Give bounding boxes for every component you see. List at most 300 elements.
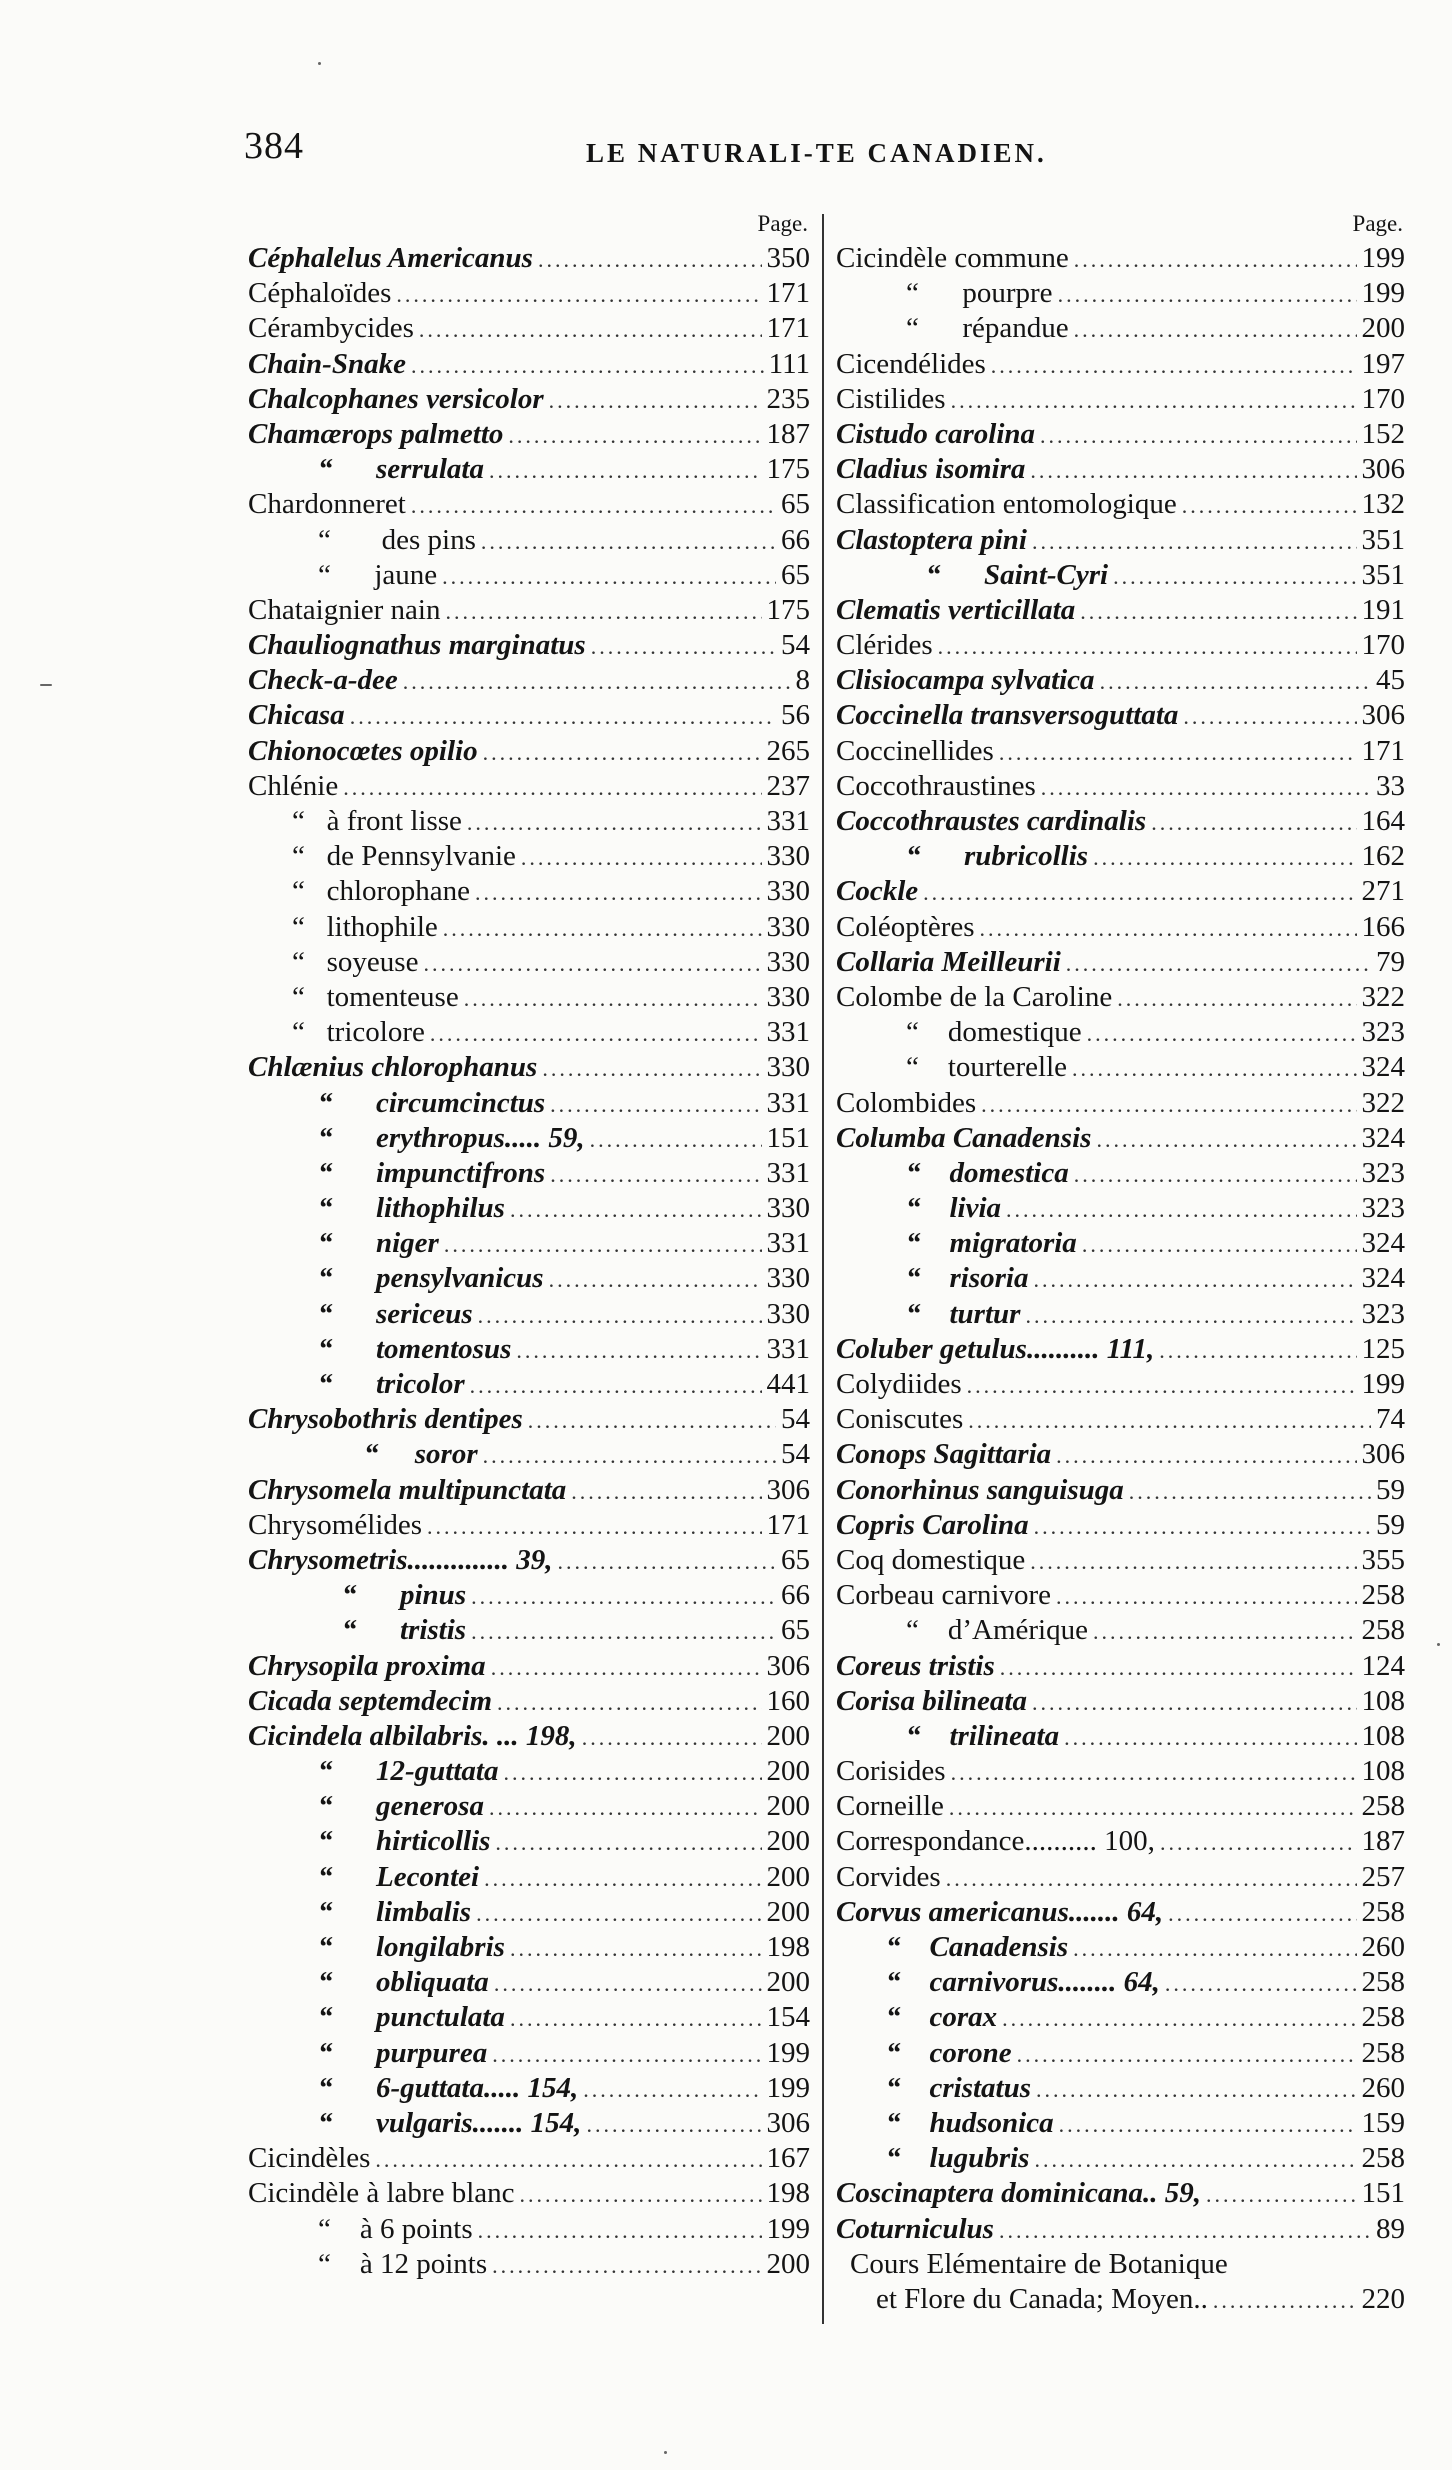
entry-pages: 151: [1361, 2177, 1405, 2210]
entry-pages: 152: [1361, 417, 1405, 450]
dot-leader: [484, 1861, 761, 1896]
entry-pages: 166: [1361, 910, 1405, 943]
dot-leader: [1082, 1227, 1357, 1262]
index-entry: [248, 1578, 810, 1613]
entry-label: “ tristis: [342, 1614, 467, 1647]
entry-label: “ Canadensis: [886, 1931, 1069, 1963]
index-entry: [248, 241, 810, 276]
index-entry: [836, 558, 1405, 593]
dot-leader: [591, 629, 776, 664]
entry-label: Coccothraustes cardinalis: [836, 805, 1147, 837]
index-entry: [248, 1086, 810, 1121]
entry-pages: 65: [781, 1543, 810, 1576]
entry-pages: 351: [1361, 558, 1405, 591]
index-entry: [248, 2176, 810, 2211]
dot-leader: [516, 1333, 761, 1368]
entry-label: “ livia: [906, 1192, 1002, 1225]
entry-label: Céphaloïdes: [248, 277, 392, 310]
entry-pages: 54: [781, 1438, 810, 1471]
dot-leader: [967, 1368, 1357, 1403]
dot-leader: [1182, 488, 1357, 523]
dot-leader: [483, 735, 762, 770]
entry-pages: 306: [766, 1473, 810, 1506]
dot-leader: [946, 1861, 1357, 1896]
dot-leader: [430, 1016, 762, 1051]
dot-leader: [1072, 1051, 1356, 1086]
entry-pages: 54: [781, 629, 810, 662]
index-entry: [248, 663, 810, 698]
index-entry: [248, 593, 810, 628]
dot-leader: [492, 2248, 761, 2283]
index-entry: [248, 910, 810, 945]
index-entry: [836, 628, 1405, 663]
entry-label: Chataignier nain: [248, 593, 441, 626]
entry-pages: 324: [1361, 1262, 1405, 1295]
entry-label: Clisiocampa sylvatica: [836, 664, 1095, 697]
dot-leader: [1030, 1544, 1356, 1579]
entry-pages: 164: [1361, 805, 1405, 837]
index-entry: [836, 980, 1405, 1015]
entry-label: “ répandue: [906, 312, 1069, 345]
entry-pages: 330: [766, 840, 810, 873]
entry-pages: 306: [1361, 453, 1405, 486]
dot-leader: [582, 1720, 762, 1755]
index-entry: [836, 417, 1405, 452]
entry-label: Correspondance.......... 100,: [836, 1825, 1155, 1858]
entry-label: Corvus americanus....... 64,: [836, 1895, 1164, 1928]
entry-label: “ generosa: [318, 1790, 484, 1823]
index-entry: [836, 1402, 1405, 1437]
entry-pages: 132: [1361, 488, 1405, 521]
index-entry: [836, 1719, 1405, 1754]
dot-leader: [445, 594, 761, 629]
dot-leader: [1032, 1685, 1357, 1720]
index-entry: [836, 1649, 1405, 1684]
entry-label: “ tomenteuse: [292, 980, 459, 1013]
dot-leader: [471, 1614, 776, 1649]
dot-leader: [980, 911, 1357, 946]
index-entry: [836, 2141, 1405, 2176]
entry-label: “ des pins: [318, 523, 476, 556]
index-entry: [248, 628, 810, 663]
dot-leader: [497, 1685, 761, 1720]
index-entry: [836, 1261, 1405, 1296]
entry-pages: 160: [766, 1684, 810, 1717]
entry-pages: 200: [766, 1860, 810, 1893]
entry-pages: 175: [766, 453, 810, 486]
index-entry: [836, 1367, 1405, 1402]
index-entry: [248, 1261, 810, 1296]
index-entry: [248, 1543, 810, 1578]
entry-pages: 258: [1361, 2036, 1405, 2069]
entry-pages: 66: [781, 523, 810, 556]
dot-leader: [1129, 1474, 1371, 1509]
entry-label: Chionocœtes opilio: [248, 734, 478, 767]
index-entry: [248, 452, 810, 487]
dot-leader: [419, 312, 762, 347]
index-entry: [248, 1367, 810, 1402]
entry-label: Columba Canadensis: [836, 1121, 1092, 1154]
index-entry: [836, 2176, 1405, 2211]
entry-label: Chauliognathus marginatus: [248, 629, 586, 662]
entry-label: et Flore du Canada; Moyen..: [876, 2282, 1208, 2315]
entry-label: Clematis verticillata: [836, 593, 1076, 626]
entry-label: Chain-Snake: [248, 347, 406, 380]
dot-leader: [1056, 1579, 1357, 1614]
entry-pages: 306: [766, 1649, 810, 1682]
index-entry: [836, 663, 1405, 698]
entry-pages: 170: [1361, 629, 1405, 662]
dot-leader: [1017, 2037, 1357, 2072]
index-entry: [836, 1050, 1405, 1085]
entry-pages: 159: [1361, 2106, 1405, 2139]
entry-label: Coreus tristis: [836, 1649, 995, 1682]
index-entry: [836, 311, 1405, 346]
dot-leader: [503, 1755, 761, 1790]
entry-pages: 323: [1361, 1156, 1405, 1189]
index-entry: [248, 2141, 810, 2176]
entry-pages: 45: [1376, 664, 1405, 697]
entry-pages: 200: [766, 2247, 810, 2280]
entry-pages: 191: [1361, 593, 1405, 626]
index-column-right: [836, 211, 1405, 2317]
dot-leader: [1058, 277, 1357, 312]
entry-pages: 199: [1361, 242, 1405, 274]
entry-pages: 54: [781, 1403, 810, 1436]
dot-leader: [1066, 946, 1371, 981]
entry-pages: 331: [766, 805, 810, 837]
entry-pages: 65: [781, 558, 810, 591]
entry-pages: 199: [766, 2212, 810, 2245]
dot-leader: [403, 664, 791, 699]
index-entry: [248, 1050, 810, 1085]
dot-leader: [1025, 1298, 1356, 1333]
dot-leader: [423, 946, 761, 981]
dot-leader: [1096, 1122, 1356, 1157]
dot-leader: [571, 1474, 761, 1509]
dot-leader: [1183, 699, 1356, 734]
index-entry: [836, 1121, 1405, 1156]
dot-leader: [1165, 1966, 1357, 2001]
index-entry: [248, 1649, 810, 1684]
entry-pages: 198: [766, 1931, 810, 1963]
index-entry: [836, 1930, 1405, 1965]
index-entry: [836, 804, 1405, 839]
entry-label: “ à front lisse: [292, 805, 462, 837]
entry-label: Coccinella transversoguttata: [836, 699, 1179, 732]
dot-leader: [968, 1403, 1371, 1438]
print-speck: [40, 684, 52, 686]
dot-leader: [442, 559, 776, 594]
print-speck: [318, 62, 321, 65]
entry-pages: 323: [1361, 1192, 1405, 1225]
entry-pages: 258: [1361, 2001, 1405, 2034]
dot-leader: [1080, 594, 1356, 629]
entry-label: Coturniculus: [836, 2212, 994, 2245]
entry-pages: 355: [1361, 1543, 1405, 1576]
entry-label: Conorhinus sanguisuga: [836, 1473, 1124, 1506]
entry-label: “ soyeuse: [292, 945, 419, 978]
index-entry: [248, 734, 810, 769]
dot-leader: [510, 1192, 762, 1227]
dot-leader: [476, 1896, 761, 1931]
entry-label: Cicendélides: [836, 347, 986, 380]
entry-pages: 324: [1361, 1051, 1405, 1084]
entry-label: Chardonneret: [248, 488, 406, 521]
entry-label: Copris Carolina: [836, 1508, 1029, 1541]
dot-leader: [1113, 559, 1356, 594]
entry-pages: 66: [781, 1579, 810, 1612]
entry-label: Coccinellides: [836, 734, 994, 767]
dot-leader: [396, 277, 761, 312]
index-entry: [836, 2036, 1405, 2071]
entry-label: Corisa bilineata: [836, 1684, 1027, 1717]
index-entry: [836, 1226, 1405, 1261]
entry-label: “ obliquata: [318, 1966, 489, 1999]
dot-leader: [999, 735, 1357, 770]
dot-leader: [558, 1544, 776, 1579]
index-entry: [248, 1437, 810, 1472]
index-entry: [248, 1930, 810, 1965]
index-entry: [836, 1754, 1405, 1789]
dot-leader: [981, 1087, 1356, 1122]
entry-pages: 324: [1361, 1121, 1405, 1154]
index-entry-list: [836, 241, 1405, 2317]
entry-pages: 124: [1361, 1649, 1405, 1682]
index-entry: [836, 1684, 1405, 1719]
entry-label: Coq domestique: [836, 1543, 1026, 1576]
index-entry: [836, 347, 1405, 382]
index-entry: [836, 241, 1405, 276]
index-entry: [248, 2106, 810, 2141]
dot-leader: [951, 1755, 1357, 1790]
dot-leader: [1056, 1438, 1356, 1473]
index-entry: [836, 1613, 1405, 1648]
index-entry: [248, 1824, 810, 1859]
entry-pages: 200: [1361, 312, 1405, 345]
index-entry: [836, 769, 1405, 804]
entry-label: “ jaune: [318, 558, 438, 591]
index-entry: [248, 2071, 810, 2106]
entry-label: Chicasa: [248, 699, 345, 732]
dot-leader: [1036, 2072, 1356, 2107]
index-entry: [248, 1191, 810, 1226]
entry-pages: 74: [1376, 1403, 1405, 1436]
entry-label: Corbeau carnivore: [836, 1579, 1051, 1612]
dot-leader: [1000, 1650, 1357, 1685]
index-entry: [836, 874, 1405, 909]
entry-label: “ tourterelle: [906, 1051, 1068, 1084]
dot-leader: [489, 1790, 762, 1825]
dot-leader: [549, 1262, 762, 1297]
dot-leader: [471, 1579, 776, 1614]
index-entry: [836, 2106, 1405, 2141]
index-entry: [836, 1789, 1405, 1824]
entry-label: Coccothraustines: [836, 769, 1036, 802]
index-entry: [248, 2212, 810, 2247]
index-entry: [248, 2000, 810, 2035]
index-entry: [836, 1156, 1405, 1191]
entry-label: Chrysometris.............. 39,: [248, 1543, 553, 1576]
dot-leader: [1034, 2142, 1356, 2177]
entry-pages: 322: [1361, 1086, 1405, 1119]
dot-leader: [508, 418, 761, 453]
entry-label: “ Saint-Cyri: [926, 558, 1109, 591]
entry-label: “ sericeus: [318, 1297, 473, 1330]
column-divider: [822, 214, 824, 2324]
index-column-left: [248, 211, 810, 2282]
entry-label: “ risoria: [906, 1262, 1029, 1295]
entry-label: Coscinaptera dominicana.. 59,: [836, 2177, 1201, 2210]
index-entry: [836, 1860, 1405, 1895]
entry-label: “ serrulata: [318, 453, 484, 486]
entry-label: “ lugubris: [886, 2142, 1030, 2175]
entry-label: Colydiides: [836, 1368, 962, 1400]
index-entry: [248, 980, 810, 1015]
entry-label: Conops Sagittaria: [836, 1438, 1052, 1471]
dot-leader: [521, 840, 762, 875]
index-entry: [248, 417, 810, 452]
entry-label: Colombides: [836, 1086, 977, 1119]
entry-pages: 271: [1361, 875, 1405, 908]
index-entry: [836, 2212, 1405, 2247]
entry-label: “ carnivorus........ 64,: [886, 1966, 1160, 1999]
entry-label: “ trilineata: [906, 1719, 1060, 1752]
entry-pages: 200: [766, 1966, 810, 1999]
entry-label: Cicada septemdecim: [248, 1684, 493, 1717]
entry-label: “ lithophile: [292, 910, 438, 943]
entry-label: “ domestica: [906, 1156, 1069, 1189]
entry-pages: 330: [766, 945, 810, 978]
entry-label: Cistudo carolina: [836, 417, 1036, 450]
entry-label: Colombe de la Caroline: [836, 980, 1113, 1013]
entry-label: Collaria Meilleurii: [836, 945, 1061, 978]
entry-label: Cockle: [836, 875, 919, 908]
dot-leader: [350, 699, 776, 734]
index-entry: [836, 910, 1405, 945]
index-entry: [836, 945, 1405, 980]
index-entry: [248, 1156, 810, 1191]
entry-label: “ à 12 points: [318, 2247, 488, 2280]
entry-label: Chrysomela multipunctata: [248, 1473, 567, 1506]
print-speck: [664, 2451, 667, 2454]
index-entry: [248, 1297, 810, 1332]
dot-leader: [1002, 2001, 1356, 2036]
entry-pages: 331: [766, 1086, 810, 1119]
entry-pages: 59: [1376, 1508, 1405, 1541]
index-entry: [836, 1824, 1405, 1859]
dot-leader: [510, 1931, 762, 1966]
index-entry: [836, 382, 1405, 417]
index-entry: [248, 804, 810, 839]
entry-pages: 175: [766, 593, 810, 626]
entry-label: “ vulgaris....... 154,: [318, 2106, 582, 2139]
dot-leader: [1040, 418, 1356, 453]
entry-label: Clérides: [836, 629, 933, 662]
entry-label: “ 12-guttata: [318, 1755, 499, 1788]
index-entry: [248, 382, 810, 417]
index-entry: [836, 1895, 1405, 1930]
dot-leader: [444, 1227, 762, 1262]
entry-pages: 220: [1361, 2282, 1405, 2315]
entry-pages: 330: [766, 980, 810, 1013]
entry-label: “ impunctifrons: [318, 1156, 546, 1189]
entry-pages: 199: [1361, 1368, 1405, 1400]
entry-label: “ tricolor: [318, 1368, 465, 1400]
dot-leader: [375, 2142, 761, 2177]
dot-leader: [1006, 1192, 1356, 1227]
index-entry: [248, 698, 810, 733]
entry-label: “ pinus: [342, 1579, 467, 1612]
dot-leader: [510, 2001, 762, 2036]
entry-pages: 167: [766, 2142, 810, 2175]
dot-leader: [938, 629, 1357, 664]
entry-pages: 324: [1361, 1227, 1405, 1260]
entry-pages: 331: [766, 1227, 810, 1260]
entry-pages: 330: [766, 1051, 810, 1084]
entry-label: “ hudsonica: [886, 2106, 1054, 2139]
entry-pages: 258: [1361, 1579, 1405, 1612]
dot-leader: [1160, 1825, 1357, 1860]
entry-pages: 306: [1361, 699, 1405, 732]
index-entry-list: [248, 241, 810, 2282]
entry-label: “ purpurea: [318, 2036, 488, 2069]
entry-pages: 258: [1361, 1966, 1405, 1999]
index-entry: [836, 2071, 1405, 2106]
dot-leader: [550, 1087, 761, 1122]
index-entry: [248, 1473, 810, 1508]
index-entry: [248, 311, 810, 346]
index-entry: [248, 1508, 810, 1543]
entry-label: “ corax: [886, 2001, 998, 2034]
index-entry: [836, 698, 1405, 733]
index-entry: [836, 1191, 1405, 1226]
dot-leader: [1117, 981, 1356, 1016]
index-entry: [248, 945, 810, 980]
dot-leader: [550, 1157, 761, 1192]
entry-label: Cicindèle commune: [836, 242, 1069, 274]
entry-pages: 258: [1361, 1614, 1405, 1647]
dot-leader: [1093, 1614, 1357, 1649]
entry-pages: 199: [766, 2036, 810, 2069]
dot-leader: [1041, 770, 1371, 805]
index-entry: [248, 558, 810, 593]
entry-pages: 187: [766, 417, 810, 450]
entry-label: Céphalelus Americanus: [248, 242, 533, 274]
dot-leader: [427, 1509, 762, 1544]
dot-leader: [1034, 1509, 1371, 1544]
entry-pages: 125: [1361, 1332, 1405, 1365]
entry-label: Cistilides: [836, 382, 946, 415]
index-entry: [836, 523, 1405, 558]
dot-leader: [478, 1298, 762, 1333]
entry-pages: 187: [1361, 1825, 1405, 1858]
dot-leader: [528, 1403, 776, 1438]
entry-label: “ turtur: [906, 1297, 1021, 1330]
entry-label: Classification entomologique: [836, 488, 1177, 521]
entry-pages: 89: [1376, 2212, 1405, 2245]
entry-label: “ longilabris: [318, 1931, 505, 1963]
dot-leader: [483, 1438, 776, 1473]
entry-pages: 8: [795, 664, 810, 697]
index-entry: [248, 1860, 810, 1895]
entry-pages: 199: [766, 2071, 810, 2104]
dot-leader: [478, 2213, 762, 2248]
dot-leader: [520, 2177, 762, 2212]
index-entry: [248, 1789, 810, 1824]
entry-label: “ migratoria: [906, 1227, 1077, 1260]
entry-label: “ punctulata: [318, 2001, 505, 2034]
